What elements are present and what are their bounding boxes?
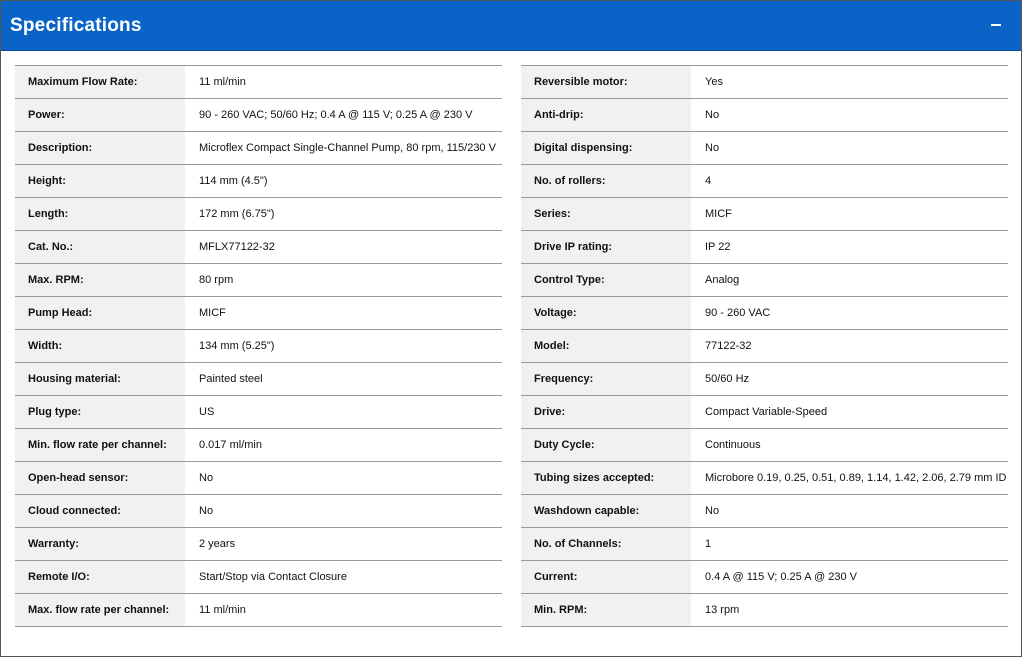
spec-label: Voltage: — [521, 297, 691, 330]
spec-row — [15, 165, 502, 198]
spec-row — [15, 429, 502, 462]
spec-row — [15, 99, 502, 132]
spec-row — [521, 561, 1008, 594]
specs-table-right — [521, 65, 1008, 627]
spec-row — [15, 231, 502, 264]
spec-row — [15, 330, 502, 363]
spec-value: IP 22 — [705, 241, 731, 253]
spec-value: 1 — [705, 538, 712, 550]
spec-value: No — [705, 109, 720, 121]
section-title: Specifications — [10, 14, 142, 36]
spec-row — [15, 66, 502, 99]
spec-label: No. of rollers: — [521, 165, 691, 198]
spec-row — [521, 297, 1008, 330]
spec-label: Cat. No.: — [15, 231, 185, 264]
spec-label: Plug type: — [15, 396, 185, 429]
spec-label: Description: — [15, 132, 185, 165]
spec-label: Drive: — [521, 396, 691, 429]
spec-value: Painted steel — [199, 373, 263, 385]
spec-label: Series: — [521, 198, 691, 231]
spec-row — [521, 396, 1008, 429]
spec-row — [15, 363, 502, 396]
spec-value: MFLX77122-32 — [199, 241, 275, 253]
spec-label: No. of Channels: — [521, 528, 691, 561]
spec-value: 0.4 A @ 115 V; 0.25 A @ 230 V — [705, 571, 857, 583]
spec-row — [15, 561, 502, 594]
spec-row — [15, 132, 502, 165]
spec-row — [521, 99, 1008, 132]
spec-row — [15, 462, 502, 495]
specs-table-left — [15, 65, 502, 627]
spec-row — [521, 264, 1008, 297]
spec-label: Length: — [15, 198, 185, 231]
spec-label: Drive IP rating: — [521, 231, 691, 264]
spec-value: Compact Variable-Speed — [705, 406, 828, 418]
spec-label: Max. RPM: — [15, 264, 185, 297]
spec-label: Current: — [521, 561, 691, 594]
spec-label: Open-head sensor: — [15, 462, 185, 495]
spec-label: Warranty: — [15, 528, 185, 561]
spec-label: Cloud connected: — [15, 495, 185, 528]
spec-label: Remote I/O: — [15, 561, 185, 594]
spec-row — [521, 330, 1008, 363]
spec-value: 4 — [705, 175, 712, 187]
spec-label: Height: — [15, 165, 185, 198]
spec-value: 90 - 260 VAC — [705, 307, 771, 319]
spec-label: Frequency: — [521, 363, 691, 396]
spec-value: Yes — [705, 76, 723, 88]
spec-label: Reversible motor: — [521, 66, 691, 99]
spec-label: Power: — [15, 99, 185, 132]
spec-label: Washdown capable: — [521, 495, 691, 528]
spec-label: Min. RPM: — [521, 594, 691, 627]
spec-value: 90 - 260 VAC; 50/60 Hz; 0.4 A @ 115 V; 0.25 A @ 230 V — [199, 109, 473, 121]
spec-row — [15, 528, 502, 561]
spec-value: No — [705, 505, 720, 517]
spec-value: 13 rpm — [705, 604, 740, 616]
spec-value: 2 years — [199, 538, 236, 550]
spec-value: Analog — [705, 274, 740, 286]
spec-value: 11 ml/min — [199, 604, 246, 616]
spec-label: Min. flow rate per channel: — [15, 429, 185, 462]
minus-icon[interactable] — [985, 11, 1007, 39]
spec-row — [15, 264, 502, 297]
spec-row — [15, 495, 502, 528]
spec-row — [521, 198, 1008, 231]
spec-row — [521, 429, 1008, 462]
spec-value: Start/Stop via Contact Closure — [199, 571, 347, 583]
spec-label: Tubing sizes accepted: — [521, 462, 691, 495]
spec-row — [521, 528, 1008, 561]
spec-row — [521, 363, 1008, 396]
spec-row — [521, 66, 1008, 99]
spec-label: Duty Cycle: — [521, 429, 691, 462]
spec-row — [521, 165, 1008, 198]
specifications-header[interactable] — [1, 1, 1021, 51]
spec-label: Model: — [521, 330, 691, 363]
spec-value: US — [199, 406, 215, 418]
spec-value: 50/60 Hz — [705, 373, 750, 385]
spec-row — [521, 495, 1008, 528]
spec-value: 77122-32 — [705, 340, 752, 352]
spec-label: Digital dispensing: — [521, 132, 691, 165]
spec-value: Microbore 0.19, 0.25, 0.51, 0.89, 1.14, 1.42, 2.06, 2.79 mm ID — [705, 472, 1007, 484]
spec-value: No — [199, 472, 214, 484]
spec-row — [521, 462, 1008, 495]
spec-row — [15, 396, 502, 429]
spec-value: MICF — [199, 307, 226, 319]
spec-row — [15, 594, 502, 627]
spec-label: Width: — [15, 330, 185, 363]
spec-row — [15, 198, 502, 231]
spec-label: Housing material: — [15, 363, 185, 396]
spec-value: 11 ml/min — [199, 76, 246, 88]
spec-value: 80 rpm — [199, 274, 234, 286]
spec-row — [521, 132, 1008, 165]
spec-value: No — [199, 505, 214, 517]
spec-value: 0.017 ml/min — [199, 439, 262, 451]
spec-label: Max. flow rate per channel: — [15, 594, 185, 627]
spec-label: Anti-drip: — [521, 99, 691, 132]
spec-value: 172 mm (6.75") — [199, 208, 275, 220]
spec-value: MICF — [705, 208, 732, 220]
spec-value: Microflex Compact Single-Channel Pump, 80 rpm, 115/230 V — [199, 142, 496, 154]
spec-value: No — [705, 142, 720, 154]
spec-row — [521, 594, 1008, 627]
spec-value: 114 mm (4.5") — [199, 175, 268, 187]
spec-label: Control Type: — [521, 264, 691, 297]
spec-value: 134 mm (5.25") — [199, 340, 275, 352]
spec-label: Maximum Flow Rate: — [15, 66, 185, 99]
spec-value: Continuous — [705, 439, 761, 451]
spec-label: Pump Head: — [15, 297, 185, 330]
spec-row — [15, 297, 502, 330]
spec-row — [521, 231, 1008, 264]
